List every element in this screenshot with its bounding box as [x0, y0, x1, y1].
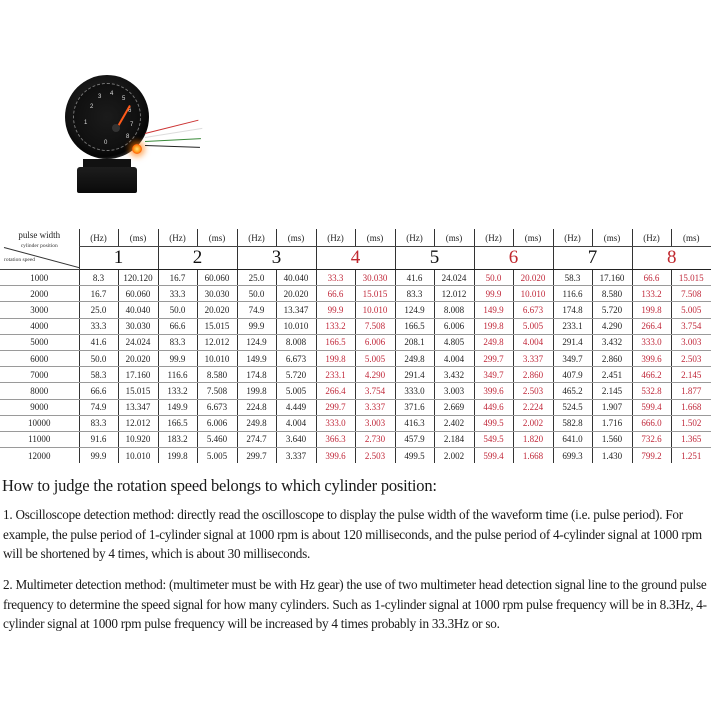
period-ms-cell: 17.160 — [118, 367, 158, 383]
frequency-hz-cell: 66.6 — [632, 270, 671, 286]
period-ms-cell: 6.006 — [197, 415, 237, 431]
rpm-cell: 6000 — [0, 350, 79, 366]
period-ms-cell: 5.005 — [355, 350, 395, 366]
period-ms-cell: 17.160 — [592, 270, 632, 286]
period-ms-cell: 10.010 — [513, 286, 553, 302]
period-ms-cell: 2.145 — [671, 367, 711, 383]
period-ms-cell: 8.580 — [592, 286, 632, 302]
frequency-hz-cell: 99.9 — [79, 448, 118, 464]
unit-header-ms: (ms) — [276, 229, 316, 247]
frequency-hz-cell: 50.0 — [79, 350, 118, 366]
tachometer-product-image — [55, 75, 205, 210]
period-ms-cell: 5.720 — [592, 302, 632, 318]
frequency-hz-cell: 224.8 — [237, 399, 276, 415]
frequency-hz-cell: 699.3 — [553, 448, 592, 464]
period-ms-cell: 2.451 — [592, 367, 632, 383]
period-ms-cell: 8.008 — [434, 302, 474, 318]
period-ms-cell: 5.460 — [197, 431, 237, 447]
rpm-cell: 12000 — [28, 450, 51, 461]
frequency-hz-cell: 333.0 — [632, 334, 671, 350]
cylinder-position-label: cylinder position — [20, 243, 58, 249]
dial-number: 1 — [84, 120, 88, 126]
period-ms-cell: 3.754 — [671, 318, 711, 334]
table-row — [0, 399, 711, 415]
period-ms-cell: 6.673 — [513, 302, 553, 318]
dial-number: 3 — [98, 94, 102, 100]
period-ms-cell: 2.184 — [434, 431, 474, 447]
corner-header-cell — [0, 229, 79, 270]
period-ms-cell: 2.224 — [513, 399, 553, 415]
period-ms-cell: 5.005 — [671, 302, 711, 318]
unit-header-ms: (ms) — [197, 229, 237, 247]
frequency-hz-cell: 299.7 — [316, 399, 355, 415]
period-ms-cell: 120.120 — [118, 270, 158, 286]
frequency-hz-cell: 732.6 — [632, 431, 671, 447]
gauge-pod-base — [77, 167, 137, 193]
frequency-hz-cell: 249.8 — [474, 334, 513, 350]
frequency-hz-cell: 199.8 — [158, 448, 197, 464]
frequency-hz-cell: 208.1 — [395, 334, 434, 350]
frequency-hz-cell: 407.9 — [553, 367, 592, 383]
pulse-width-label: pulse width — [18, 230, 61, 240]
frequency-hz-cell: 466.2 — [632, 367, 671, 383]
rpm-cell: 7000 — [0, 367, 79, 383]
period-ms-cell: 1.668 — [513, 448, 553, 464]
frequency-hz-cell: 166.5 — [395, 318, 434, 334]
period-ms-cell: 5.005 — [513, 318, 553, 334]
period-ms-cell: 3.754 — [355, 383, 395, 399]
frequency-hz-cell: 149.9 — [158, 399, 197, 415]
cylinder-6-header: 6 — [474, 247, 553, 270]
unit-header-hz: (Hz) — [553, 229, 592, 247]
cylinder-7-header: 7 — [553, 247, 632, 270]
period-ms-cell: 1.430 — [592, 448, 632, 464]
period-ms-cell: 3.003 — [671, 334, 711, 350]
period-ms-cell: 10.010 — [355, 302, 395, 318]
oscilloscope-method-paragraph: 1. Oscilloscope detection method: directly read the oscilloscope to display the pulse width of the waveform time (i.e. pulse period). For example, the pulse period of 1-cylinder signal at 1000 rpm is about 120 milliseconds, and the pulse period of 4-cylinder signal at 1000 rpm will be shortened by 4 times, which is about 30 milliseconds. — [3, 507, 702, 561]
unit-header-row — [0, 229, 711, 247]
unit-header-hz: (Hz) — [395, 229, 434, 247]
period-ms-cell: 1.877 — [671, 383, 711, 399]
gauge-wire-green — [145, 138, 201, 142]
period-ms-cell: 10.920 — [118, 431, 158, 447]
unit-header-hz: (Hz) — [79, 229, 118, 247]
frequency-hz-cell: 99.9 — [158, 350, 197, 366]
period-ms-cell: 3.432 — [434, 367, 474, 383]
period-ms-cell: 60.060 — [118, 286, 158, 302]
frequency-hz-cell: 299.7 — [474, 350, 513, 366]
period-ms-cell: 1.716 — [592, 415, 632, 431]
frequency-hz-cell: 599.4 — [632, 399, 671, 415]
table-row — [0, 367, 711, 383]
gauge-housing — [65, 75, 149, 159]
frequency-hz-cell: 58.3 — [553, 270, 592, 286]
multimeter-method-paragraph: 2. Multimeter detection method: (multimeter must be with Hz gear) the use of two multimeter head detection signal line to the ground pulse frequency to determine the speed signal for how many cylinders. Such as 1-cylinder signal at 1000 rpm pulse frequency will be in 8.3Hz, 4-cylinder signal at 1000 rpm pulse frequency will be increased by 4 times probably in 33.3Hz or so. — [3, 577, 707, 631]
period-ms-cell: 10.010 — [276, 318, 316, 334]
frequency-hz-cell: 41.6 — [395, 270, 434, 286]
period-ms-cell: 1.251 — [671, 448, 711, 464]
rotation-speed-label: rotation speed — [4, 257, 36, 263]
period-ms-cell: 12.012 — [434, 286, 474, 302]
period-ms-cell: 1.820 — [513, 431, 553, 447]
table-row — [0, 334, 711, 350]
unit-header-ms: (ms) — [671, 229, 711, 247]
period-ms-cell: 5.005 — [197, 448, 237, 464]
unit-header-hz: (Hz) — [632, 229, 671, 247]
frequency-hz-cell: 399.6 — [474, 383, 513, 399]
frequency-hz-cell: 499.5 — [395, 448, 434, 464]
frequency-hz-cell: 8.3 — [79, 270, 118, 286]
period-ms-cell: 13.347 — [276, 302, 316, 318]
dial-number: 2 — [90, 104, 94, 110]
frequency-hz-cell: 133.2 — [158, 383, 197, 399]
period-ms-cell: 3.337 — [276, 448, 316, 464]
rpm-cell: 5000 — [0, 334, 79, 350]
cylinder-1-header: 1 — [79, 247, 158, 270]
frequency-hz-cell: 149.9 — [474, 302, 513, 318]
table-row — [0, 302, 711, 318]
period-ms-cell: 30.030 — [355, 270, 395, 286]
frequency-hz-cell: 66.6 — [79, 383, 118, 399]
frequency-hz-cell: 174.8 — [237, 367, 276, 383]
frequency-hz-cell: 99.9 — [237, 318, 276, 334]
frequency-hz-cell: 83.3 — [79, 415, 118, 431]
period-ms-cell: 12.012 — [197, 334, 237, 350]
period-ms-cell: 5.720 — [276, 367, 316, 383]
period-ms-cell: 1.365 — [671, 431, 711, 447]
frequency-hz-cell: 33.3 — [79, 318, 118, 334]
unit-header-hz: (Hz) — [158, 229, 197, 247]
period-ms-cell: 7.508 — [355, 318, 395, 334]
period-ms-cell: 24.024 — [434, 270, 474, 286]
rpm-pulse-table — [0, 229, 711, 463]
period-ms-cell: 7.508 — [671, 286, 711, 302]
frequency-hz-cell: 58.3 — [79, 367, 118, 383]
frequency-hz-cell: 799.2 — [632, 448, 671, 464]
frequency-hz-cell: 549.5 — [474, 431, 513, 447]
period-ms-cell: 1.668 — [671, 399, 711, 415]
period-ms-cell: 12.012 — [118, 415, 158, 431]
period-ms-cell: 40.040 — [276, 270, 316, 286]
period-ms-cell: 60.060 — [197, 270, 237, 286]
table-row — [0, 318, 711, 334]
frequency-hz-cell: 124.9 — [237, 334, 276, 350]
period-ms-cell: 2.730 — [355, 431, 395, 447]
frequency-hz-cell: 524.5 — [553, 399, 592, 415]
dial-number: 4 — [110, 91, 114, 97]
period-ms-cell: 30.030 — [197, 286, 237, 302]
frequency-hz-cell: 449.6 — [474, 399, 513, 415]
table-row — [0, 350, 711, 366]
period-ms-cell: 10.010 — [118, 448, 158, 464]
frequency-hz-cell: 99.9 — [474, 286, 513, 302]
period-ms-cell: 3.337 — [355, 399, 395, 415]
period-ms-cell: 4.805 — [434, 334, 474, 350]
table-row — [0, 431, 711, 447]
table-row — [0, 286, 711, 302]
frequency-hz-cell: 416.3 — [395, 415, 434, 431]
rpm-cell: 1000 — [0, 270, 79, 286]
table-row — [0, 415, 711, 431]
frequency-hz-cell: 50.0 — [158, 302, 197, 318]
frequency-hz-cell: 133.2 — [316, 318, 355, 334]
frequency-hz-cell: 399.6 — [632, 350, 671, 366]
cylinder-8-header: 8 — [632, 247, 711, 270]
period-ms-cell: 3.432 — [592, 334, 632, 350]
period-ms-cell: 2.145 — [592, 383, 632, 399]
frequency-hz-cell: 166.5 — [158, 415, 197, 431]
unit-header-ms: (ms) — [513, 229, 553, 247]
rpm-cell: 2000 — [0, 286, 79, 302]
unit-header-hz: (Hz) — [237, 229, 276, 247]
rpm-cell: 11000 — [0, 431, 79, 447]
frequency-hz-cell: 116.6 — [553, 286, 592, 302]
warning-light-icon — [132, 144, 142, 154]
period-ms-cell: 2.402 — [434, 415, 474, 431]
period-ms-cell: 6.673 — [276, 350, 316, 366]
frequency-hz-cell: 50.0 — [237, 286, 276, 302]
frequency-hz-cell: 599.4 — [474, 448, 513, 464]
period-ms-cell: 2.002 — [513, 415, 553, 431]
period-ms-cell: 4.004 — [276, 415, 316, 431]
period-ms-cell: 7.508 — [197, 383, 237, 399]
table-row — [0, 448, 711, 464]
dial-number: 8 — [126, 134, 130, 140]
period-ms-cell: 2.002 — [434, 448, 474, 464]
cylinder-5-header: 5 — [395, 247, 474, 270]
unit-header-ms: (ms) — [355, 229, 395, 247]
unit-header-ms: (ms) — [434, 229, 474, 247]
section-heading: How to judge the rotation speed belongs to which cylinder position: — [2, 476, 437, 495]
period-ms-cell: 15.015 — [118, 383, 158, 399]
frequency-hz-cell: 582.8 — [553, 415, 592, 431]
frequency-hz-cell: 66.6 — [316, 286, 355, 302]
frequency-hz-cell: 499.5 — [474, 415, 513, 431]
frequency-hz-cell: 249.8 — [395, 350, 434, 366]
frequency-hz-cell: 366.3 — [316, 431, 355, 447]
frequency-hz-cell: 33.3 — [316, 270, 355, 286]
period-ms-cell: 3.003 — [355, 415, 395, 431]
frequency-hz-cell: 183.2 — [158, 431, 197, 447]
period-ms-cell: 10.010 — [197, 350, 237, 366]
period-ms-cell: 1.907 — [592, 399, 632, 415]
frequency-hz-cell: 199.8 — [474, 318, 513, 334]
unit-header-ms: (ms) — [592, 229, 632, 247]
frequency-hz-cell: 91.6 — [79, 431, 118, 447]
unit-header-ms: (ms) — [118, 229, 158, 247]
frequency-hz-cell: 199.8 — [632, 302, 671, 318]
frequency-hz-cell: 25.0 — [237, 270, 276, 286]
period-ms-cell: 15.015 — [197, 318, 237, 334]
cylinder-2-header: 2 — [158, 247, 237, 270]
rpm-cell: 3000 — [0, 302, 79, 318]
rpm-cell: 10000 — [0, 415, 79, 431]
frequency-hz-cell: 83.3 — [158, 334, 197, 350]
frequency-hz-cell: 166.5 — [316, 334, 355, 350]
period-ms-cell: 20.020 — [513, 270, 553, 286]
frequency-hz-cell: 74.9 — [237, 302, 276, 318]
period-ms-cell: 4.004 — [434, 350, 474, 366]
period-ms-cell: 3.640 — [276, 431, 316, 447]
frequency-hz-cell: 149.9 — [237, 350, 276, 366]
table-row — [0, 270, 711, 286]
gauge-needle-hub — [112, 124, 120, 132]
frequency-hz-cell: 333.0 — [316, 415, 355, 431]
frequency-hz-cell: 333.0 — [395, 383, 434, 399]
dial-number: 7 — [130, 122, 134, 128]
frequency-hz-cell: 457.9 — [395, 431, 434, 447]
frequency-hz-cell: 16.7 — [79, 286, 118, 302]
frequency-hz-cell: 199.8 — [316, 350, 355, 366]
unit-header-hz: (Hz) — [316, 229, 355, 247]
period-ms-cell: 40.040 — [118, 302, 158, 318]
period-ms-cell: 2.503 — [355, 448, 395, 464]
period-ms-cell: 3.337 — [513, 350, 553, 366]
period-ms-cell: 6.673 — [197, 399, 237, 415]
period-ms-cell: 8.008 — [276, 334, 316, 350]
period-ms-cell: 1.502 — [671, 415, 711, 431]
frequency-hz-cell: 41.6 — [79, 334, 118, 350]
frequency-hz-cell: 233.1 — [316, 367, 355, 383]
period-ms-cell: 8.580 — [197, 367, 237, 383]
frequency-hz-cell: 274.7 — [237, 431, 276, 447]
period-ms-cell: 6.006 — [434, 318, 474, 334]
cylinder-4-header: 4 — [316, 247, 395, 270]
period-ms-cell: 2.860 — [592, 350, 632, 366]
frequency-hz-cell: 74.9 — [79, 399, 118, 415]
frequency-hz-cell: 371.6 — [395, 399, 434, 415]
period-ms-cell: 13.347 — [118, 399, 158, 415]
period-ms-cell: 4.290 — [592, 318, 632, 334]
period-ms-cell: 4.004 — [513, 334, 553, 350]
frequency-hz-cell: 116.6 — [158, 367, 197, 383]
period-ms-cell: 2.860 — [513, 367, 553, 383]
frequency-hz-cell: 666.0 — [632, 415, 671, 431]
frequency-hz-cell: 249.8 — [237, 415, 276, 431]
frequency-hz-cell: 50.0 — [474, 270, 513, 286]
period-ms-cell: 2.669 — [434, 399, 474, 415]
frequency-hz-cell: 349.7 — [474, 367, 513, 383]
rpm-cell: 9000 — [0, 399, 79, 415]
rpm-cell: 4000 — [0, 318, 79, 334]
frequency-hz-cell: 199.8 — [237, 383, 276, 399]
period-ms-cell: 20.020 — [276, 286, 316, 302]
frequency-hz-cell: 124.9 — [395, 302, 434, 318]
cylinder-3-header: 3 — [237, 247, 316, 270]
period-ms-cell: 24.024 — [118, 334, 158, 350]
period-ms-cell: 5.005 — [276, 383, 316, 399]
frequency-hz-cell: 16.7 — [158, 270, 197, 286]
period-ms-cell: 15.015 — [355, 286, 395, 302]
frequency-hz-cell: 133.2 — [632, 286, 671, 302]
frequency-hz-cell: 399.6 — [316, 448, 355, 464]
period-ms-cell: 4.290 — [355, 367, 395, 383]
period-ms-cell: 20.020 — [197, 302, 237, 318]
gauge-wire-white — [145, 128, 202, 138]
frequency-hz-cell: 349.7 — [553, 350, 592, 366]
table-row — [0, 383, 711, 399]
gauge-wire-black — [145, 145, 200, 148]
gauge-dial — [73, 83, 141, 151]
period-ms-cell: 2.503 — [671, 350, 711, 366]
period-ms-cell: 20.020 — [118, 350, 158, 366]
frequency-hz-cell: 33.3 — [158, 286, 197, 302]
period-ms-cell: 3.003 — [434, 383, 474, 399]
dial-number: 6 — [128, 108, 132, 114]
frequency-hz-cell: 83.3 — [395, 286, 434, 302]
cylinder-header-row — [0, 247, 711, 270]
frequency-hz-cell: 291.4 — [395, 367, 434, 383]
unit-header-hz: (Hz) — [474, 229, 513, 247]
rpm-cell: 8000 — [0, 383, 79, 399]
frequency-hz-cell: 532.8 — [632, 383, 671, 399]
frequency-hz-cell: 465.2 — [553, 383, 592, 399]
frequency-hz-cell: 641.0 — [553, 431, 592, 447]
period-ms-cell: 6.006 — [355, 334, 395, 350]
period-ms-cell: 2.503 — [513, 383, 553, 399]
frequency-hz-cell: 174.8 — [553, 302, 592, 318]
frequency-hz-cell: 99.9 — [316, 302, 355, 318]
dial-number: 5 — [122, 96, 126, 102]
frequency-hz-cell: 233.1 — [553, 318, 592, 334]
dial-number: 0 — [104, 140, 108, 146]
frequency-hz-cell: 266.4 — [632, 318, 671, 334]
period-ms-cell: 4.449 — [276, 399, 316, 415]
period-ms-cell: 15.015 — [671, 270, 711, 286]
frequency-hz-cell: 25.0 — [79, 302, 118, 318]
frequency-hz-cell: 299.7 — [237, 448, 276, 464]
period-ms-cell: 30.030 — [118, 318, 158, 334]
frequency-hz-cell: 291.4 — [553, 334, 592, 350]
frequency-hz-cell: 266.4 — [316, 383, 355, 399]
period-ms-cell: 1.560 — [592, 431, 632, 447]
frequency-hz-cell: 66.6 — [158, 318, 197, 334]
